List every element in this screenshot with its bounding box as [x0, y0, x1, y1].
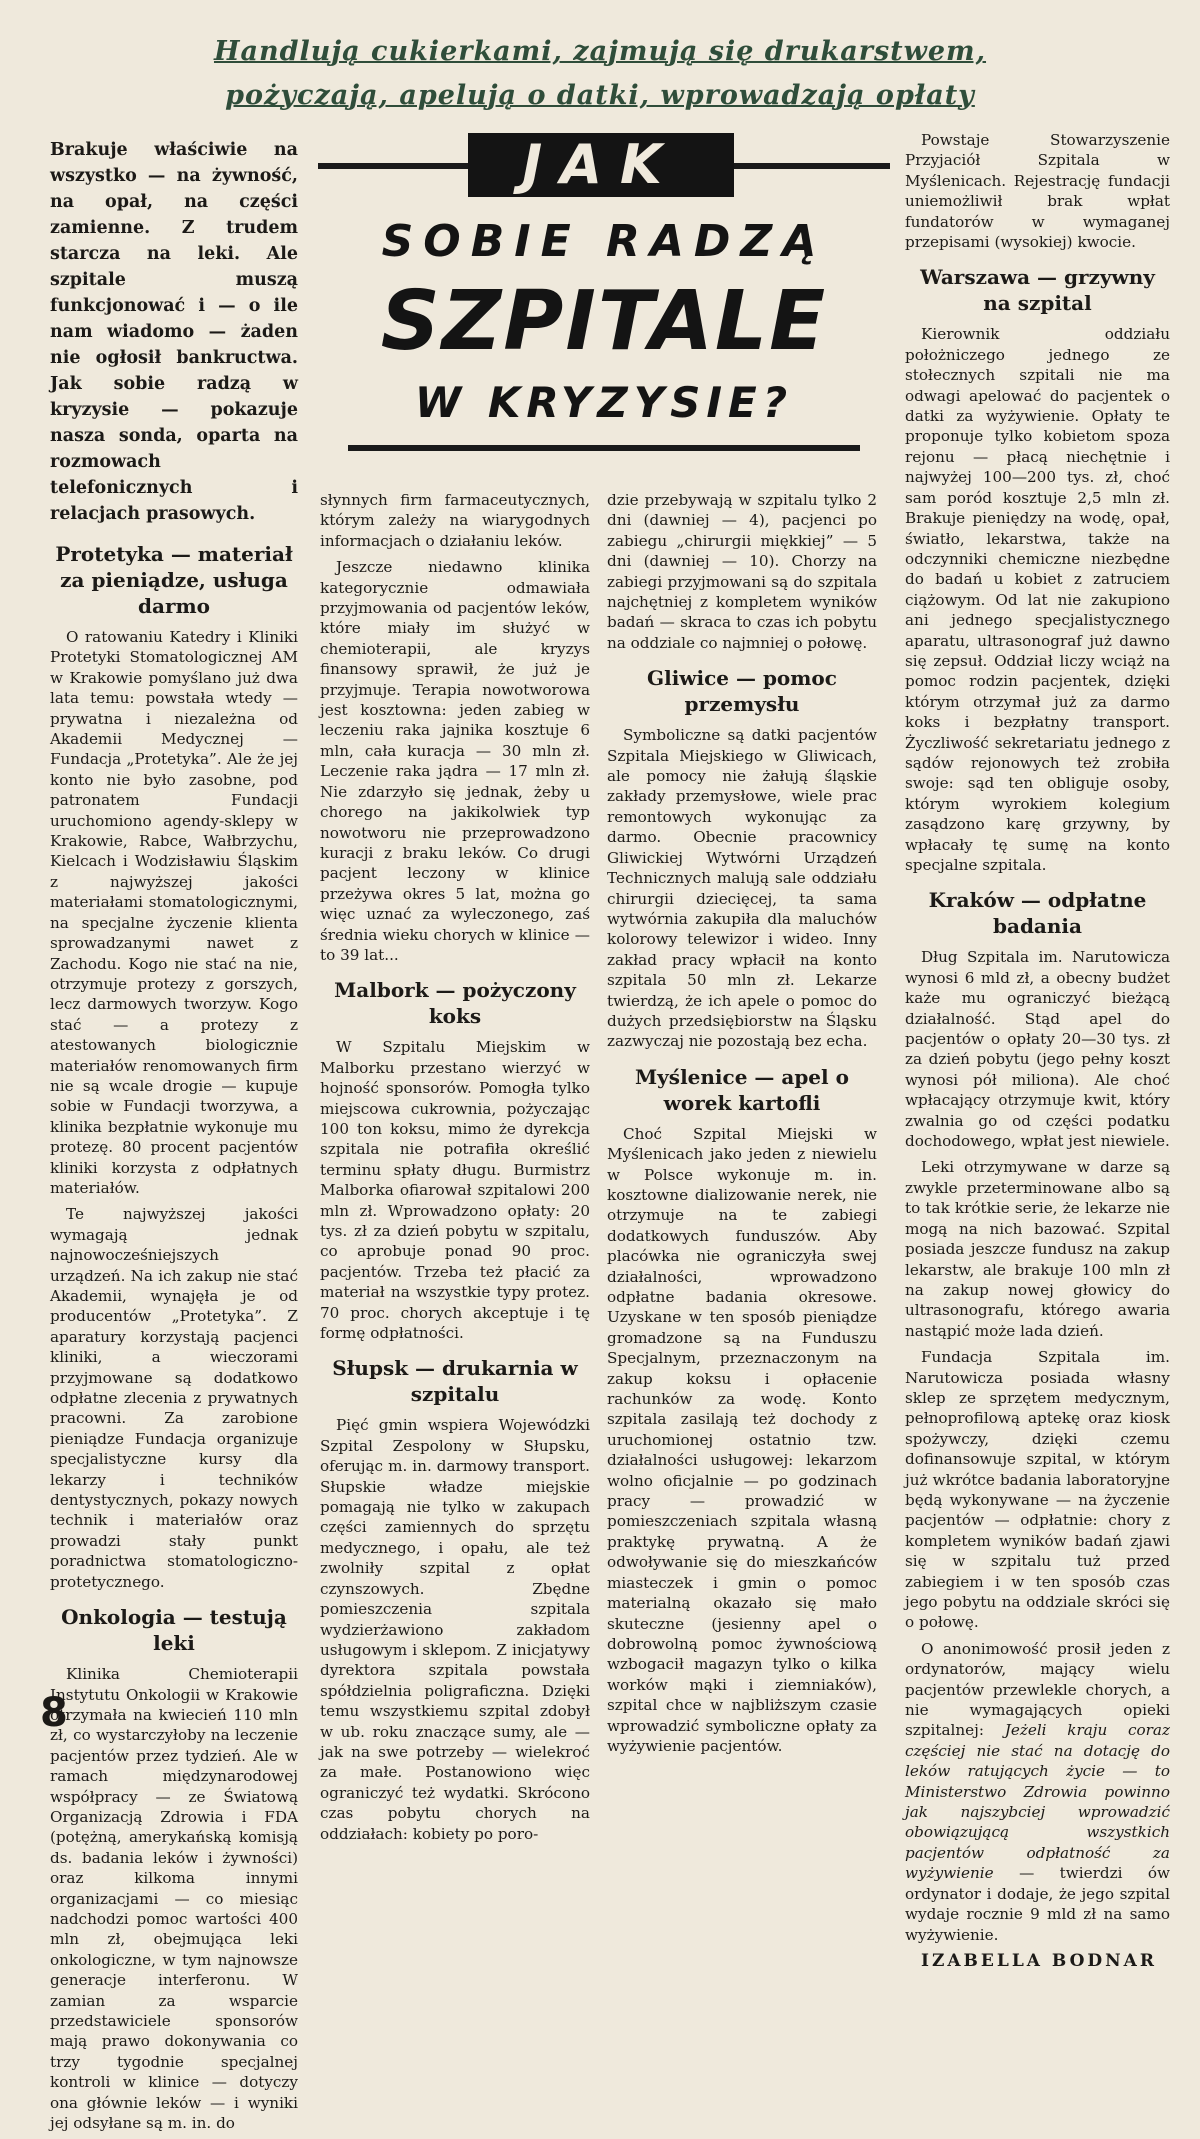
paragraph: Symboliczne są datki pacjentów Szpitala Miejskiego w Gliwicach, ale pomocy nie żałują śląskie zakłady przemysłowe, wiele prac remontowych wykonując za darmo. Obecnie pracownicy Gliwickiej Wytwórni Urządzeń Technicznych malują sale oddziału chirurgii dziecięcej, ta sama wytwórnia zakupiła dla maluchów kolorowy telewizor i wideo. Inny zakład pracy wpłacił na konto szpitala 50 mln zł. Lekarze twierdzą, że ich apele o pomoc do dużych przedsiębiorstw na Śląsku zazwyczaj nie pozostają bez echa. [607, 726, 877, 1051]
section-heading-slupsk: Słupsk — drukarnia w szpitalu [332, 1356, 578, 1407]
paragraph: Powstaje Stowarzyszenie Przyjaciół Szpitala w Myślenicach. Rejestrację fundacji uniemożliwił brak wpłat fundatorów w wymaganej przepisami (wysokiej) kwocie. [905, 131, 1170, 252]
column-1 [50, 137, 298, 2139]
paragraph: W Szpitalu Miejskim w Malborku przestano wierzyć w hojność sponsorów. Pomogła tylko miejscowa cukrownia, pożyczając 100 ton koksu, mimo że dyrekcja szpitala nie potrafiła określić terminu spłaty długu. Burmistrz Malborka ofiarował szpitalowi 200 mln zł. Wprowadzono opłaty: 20 tys. zł za dzień pobytu w szpitalu, co aprobuje ponad 90 proc. pacjentów. Trzeba też płacić za materiał na wszystkie typy protez. 70 proc. chorych akceptuje i tę formę odpłatności. [320, 1038, 590, 1343]
paragraph: Leki otrzymywane w darze są zwykle przeterminowane albo są to tak krótkie serie, że lekarze nie mogą na nich bazować. Szpital posiada jeszcze fundusz na zakup lekarstw, ale brakuje 100 mln zł na zakup nowej głowicy do ultrasonografu, którego awaria nastąpić może lada dzień. [905, 1158, 1170, 1340]
paragraph: Pięć gmin wspiera Wojewódzki Szpital Zespolony w Słupsku, oferując m. in. darmowy transport. Słupskie władze miejskie pomagają nie tylko w zakupach części zamiennych do sprzętu medycznego, i opału, ale też zwolniły szpital z opłat czynszowych. Zbędne pomieszczenia szpitala wydzierżawiono zakładom usługowym i sklepom. Z inicjatywy dyrektora szpitala powstała spółdzielnia poligraficzna. Dzięki temu wszystkiemu szpital zdobył w ub. roku znaczące sumy, ale — jak na swe potrzeby — wielekroć za małe. Postanowiono więc ograniczyć też wydatki. Skrócono czas pobytu chorych na oddziałach: kobiety po poro- [320, 1416, 590, 1843]
paragraph: słynnych firm farmaceutycznych, którym zależy na wiarygodnych informacjach o działaniu leków. [320, 491, 590, 550]
column-4 [905, 130, 1170, 1977]
section-heading-onkologia: Onkologia — testują leki [61, 1605, 287, 1656]
quote-intro: O anonimowość prosił jeden z ordynatorów, mający wielu pacjentów przewlekle chorych, a nie wymagających opieki szpitalnej: [905, 1639, 1170, 1740]
lead-paragraph: Brakuje właściwie na wszystko — na żywność, na opał, na części zamienne. Z trudem starcza na leki. Ale szpitale muszą funkcjonować i — o ile nam wiadomo — żaden nie ogłosił bankructwa. Jak sobie radzą w kryzysie — pokazuje nasza sonda, oparta na rozmowach telefonicznych i relacjach prasowych. [50, 140, 298, 524]
paragraph: Fundacja Szpitala im. Narutowicza posiada własny sklep ze sprzętem medycznym, pełnoprofilową aptekę oraz kiosk spożywczy, dzięki czemu dofinansowuje szpital, w którym już wkrótce badania laboratoryjne będą wykonywane — na życzenie pacjentów — odpłatnie: chory z kompletem wyników badań zjawi się w szpitalu tuż przed zabiegiem i w ten sposób czas jego pobytu na oddziale skróci się o połowę. [905, 1348, 1170, 1632]
title-line-2: SOBIE RADZĄ [381, 216, 827, 267]
title-jak: JAK [468, 133, 734, 197]
page-number: 8 [40, 1690, 68, 1736]
kicker-headline [210, 30, 990, 118]
section-heading-gliwice: Gliwice — pomoc przemysłu [647, 666, 837, 717]
column-3 [607, 490, 877, 1762]
quote-text: Jeżeli kraju coraz częściej nie stać na dotację do leków ratujących życie — to Ministerstwo Zdrowia powinno jak najszybciej wprowadzić obowiązującą wszystkich pacjentów odpłatność za wyżywienie [905, 1721, 1170, 1883]
title-rule-right [734, 163, 890, 169]
title-line-3: SZPITALE [380, 274, 828, 369]
paragraph: Dług Szpitala im. Narutowicza wynosi 6 mld zł, a obecny budżet każe mu ograniczyć bieżącą działalność. Stąd apel do pacjentów o opłaty 20—30 tys. zł za dzień pobytu (jego pełny koszt wynosi pół miliona). Ale choć wpłacający otrzymuje kwit, który zwalnia go od części podatku dochodowego, wpłat jest niewiele. [905, 948, 1170, 1151]
paragraph: O ratowaniu Katedry i Kliniki Protetyki Stomatologicznej AM w Krakowie pomyślano już dwa lata temu: powstała wtedy — prywatna i niezależna od Akademii Medycznej — Fundacja „Protetyka”. Ale że jej konto nie było zasobne, pod patronatem Fundacji uruchomiono agendy-sklepy w Krakowie, Rabce, Wałbrzychu, Kielcach i Wodzisławiu Śląskim z najwyższej jakości materiałami stomatologicznymi, na specjalne życzenie klienta sprowadzanymi nawet z Zachodu. Kogo nie stać na nie, otrzymuje protezy z gorszych, lecz darmowych tworzyw. Kogo stać — a protezy z atestowanych biologicznie materiałów renomowanych firm nie są wcale drogie — kupuje sobie w Fundacji tworzywa, a klinika bezpłatnie wykonuje mu protezę. 80 procent pacjentów kliniki korzysta z odpłatnych materiałów. [50, 628, 298, 1197]
section-heading-warszawa: Warszawa — grzywny na szpital [920, 265, 1155, 316]
paragraph: Klinika Chemioterapii Instytutu Onkologii w Krakowie otrzymała na kwiecień 110 mln zł, co wystarczyłoby na leczenie pacjentów przez tydzień. Ale w ramach międzynarodowej współpracy — ze Światową Organizacją Zdrowia i FDA (potężną, amerykańską komisją ds. badania leków i żywności) oraz kilkoma innymi organizacjami — co miesiąc nadchodzi pomoc wartości 400 mln zł, obejmująca leki onkologiczne, w tym najnowsze generacje interferonu. W zamian za wsparcie przedstawiciele sponsorów mają prawo dokonywania co trzy tygodnie specjalnej kontroli w klinice — dotyczy ona głównie leków — i wyniki jej odsyłane są m. in. do [50, 1665, 298, 2133]
section-heading-krakow: Kraków — odpłatne badania [928, 888, 1147, 939]
section-heading-malbork: Malbork — pożyczony koks [334, 978, 576, 1029]
paragraph: dzie przebywają w szpitalu tylko 2 dni (dawniej — 4), pacjenci po zabiegu „chirurgii miękkiej” — 5 dni (dawniej — 10). Chorzy na zabiegi przyjmowani są do szpitala najchętniej z kompletem wyników badań — skraca to czas ich pobytu na oddziale co najmniej o połowę. [607, 491, 877, 652]
paragraph: Kierownik oddziału położniczego jednego ze stołecznych szpitali nie ma odwagi apelować do pacjentek o datki za wyżywienie. Opłaty te proponuje tylko kobietom spoza rejonu — płacą niechętnie i najwyżej 100—200 tys. zł, choć sam poród kosztuje 2,5 mln zł. Brakuje pieniędzy na wodę, opał, światło, lekarstwa, także na odczynniki chemiczne niezbędne do badań u kobiet z zatruciem ciążowym. Od lat nie zakupiono ani jednego specjalistycznego aparatu, ultrasonograf już dawno się zepsuł. Oddział liczy wciąż na pomoc rodzin pacjentek, dzięki którym otrzymał już za darmo koks i bezpłatny transport. Życzliwość sekretariatu jednego z sądów rejonowych też zrobiła swoje: sąd ten obliguje osoby, którym wyrokiem kolegium zasądzono karę grzywny, by wpłacały tę sumę na konto specjalne szpitala. [905, 325, 1170, 874]
section-heading-protetyka: Protetyka — materiał za pieniądze, usługa darmo [55, 542, 293, 618]
quote-outro: — twierdzi ów ordynator i dodaje, że jego szpital wydaje rocznie 9 mld zł na samo wyżywienie. [905, 1864, 1171, 1944]
title-jak-row [318, 133, 890, 195]
kicker-line-2: pożyczają, apelują o datki, wprowadzają opłaty [225, 80, 975, 111]
title-bottom-rule [348, 445, 860, 451]
article-title [318, 125, 890, 485]
paragraph: Jeszcze niedawno klinika kategorycznie odmawiała przyjmowania od pacjentów leków, które miały im służyć w chemioterapii, ale kryzys finansowy sprawił, że już je przyjmuje. Terapia nowotworowa jest kosztowna: jeden zabieg w leczeniu raka jajnika kosztuje 6 mln, cała kuracja — 30 mln zł. Leczenie raka jądra — 17 mln zł. Nie zdarzyło się jednak, żeby u chorego na jakikolwiek typ nowotworu nie przeprowadzono kuracji z braku leków. Co drugi pacjent leczony w klinice przeżywa okres 5 lat, można go więc uznać za wyleczonego, zaś średnia wieku chorych w klinice — to 39 lat... [320, 558, 590, 964]
kicker-line-1: Handlują cukierkami, zajmują się drukarstwem, [213, 36, 987, 67]
paragraph: Te najwyższej jakości wymagają jednak najnowocześniejszych urządzeń. Na ich zakup nie stać Akademii, wynajęła je od producentów „Protetyka”. Z aparatury korzystają pacjenci kliniki, a wieczorami przyjmowane są dodatkowo odpłatne zlecenia z prywatnych pracowni. Za zarobione pieniądze Fundacja organizuje specjalistyczne kursy dla lekarzy i techników dentystycznych, pokazy nowych technik i materiałów oraz prowadzi stały punkt poradnictwa stomatologiczno-protetycznego. [50, 1205, 298, 1591]
paragraph: Choć Szpital Miejski w Myślenicach jako jeden z niewielu w Polsce wykonuje m. in. kosztowne dializowanie nerek, nie otrzymuje na te zabiegi dodatkowych funduszów. Aby placówka nie ograniczyła swej działalności, wprowadzono odpłatne badania okresowe. Uzyskane w ten sposób pieniądze gromadzone są na Funduszu Specjalnym, przeznaczonym na zakup koksu i opłacenie rachunków za wodę. Konto szpitala zasilają też dochody z uruchomionej ostatnio tzw. działalności usługowej: lekarzom wolno oficjalnie — po godzinach pracy — prowadzić w pomieszczeniach szpitala własną praktykę prywatną. A że odwoływanie się do mieszkańców miasteczek i gmin o pomoc materialną okazało się mało skuteczne (jesienny apel o dobrowolną pomoc żywnościową wzbogacił magazyn tylko o kilka worków mąki i ziemniaków), szpital chce w najbliższym czasie wprowadzić symboliczne opłaty za wyżywienie pacjentów. [607, 1124, 877, 1755]
section-heading-myslenice: Myślenice — apel o worek kartofli [635, 1064, 849, 1115]
title-rule-left [318, 163, 468, 169]
paragraph-quote [905, 1639, 1170, 1945]
column-2 [320, 490, 590, 1850]
title-line-4: W KRYZYSIE? [414, 378, 794, 427]
author-signature: IZABELLA BODNAR [921, 1950, 1157, 1971]
